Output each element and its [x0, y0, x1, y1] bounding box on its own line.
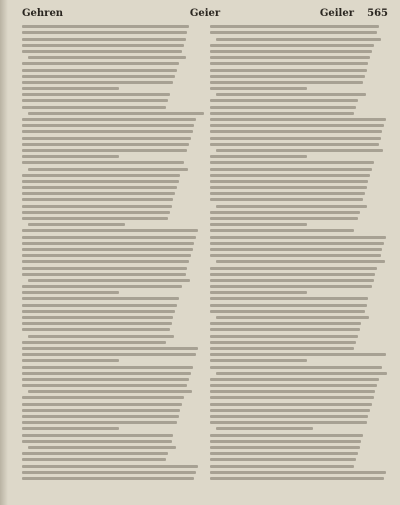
text-line-placeholder [210, 112, 354, 115]
running-head-left: Gehren [22, 8, 64, 19]
text-line-placeholder [210, 69, 367, 72]
text-line-placeholder [22, 62, 179, 65]
text-line-placeholder [22, 130, 193, 133]
text-line-placeholder [210, 192, 365, 195]
text-line-placeholder [210, 248, 382, 251]
text-line-placeholder [210, 217, 358, 220]
text-line-placeholder [210, 310, 365, 313]
text-line-placeholder [22, 304, 177, 307]
text-line-placeholder [210, 44, 374, 47]
text-line-placeholder [210, 273, 375, 276]
text-line-placeholder [22, 143, 189, 146]
text-line-placeholder [210, 236, 386, 239]
text-line-placeholder [22, 273, 186, 276]
text-line-placeholder [216, 205, 367, 208]
text-line-placeholder [22, 99, 168, 102]
text-line-placeholder [210, 421, 367, 424]
text-line-placeholder [210, 99, 358, 102]
text-line-placeholder [22, 260, 189, 263]
text-line-placeholder [22, 50, 182, 53]
page-binding-edge [0, 0, 8, 505]
text-line-placeholder [22, 359, 119, 362]
text-line-placeholder [22, 465, 198, 468]
text-line-placeholder [22, 248, 193, 251]
text-line-placeholder [210, 353, 386, 356]
text-line-placeholder [22, 118, 196, 121]
text-line-placeholder [28, 223, 125, 226]
text-line-placeholder [22, 341, 166, 344]
text-line-placeholder [210, 390, 375, 393]
text-line-placeholder [22, 217, 168, 220]
text-line-placeholder [210, 211, 360, 214]
text-line-placeholder [216, 427, 313, 430]
text-line-placeholder [22, 477, 194, 480]
text-line-placeholder [22, 372, 191, 375]
text-line-placeholder [22, 316, 173, 319]
text-line-placeholder [210, 458, 356, 461]
text-line-placeholder [22, 87, 119, 90]
text-line-placeholder [22, 25, 189, 28]
text-line-placeholder [210, 143, 379, 146]
text-column-left [22, 22, 198, 501]
text-line-placeholder [210, 452, 358, 455]
text-line-placeholder [210, 254, 381, 257]
text-line-placeholder [22, 353, 196, 356]
text-line-placeholder [210, 242, 384, 245]
text-line-placeholder [22, 155, 119, 158]
text-line-placeholder [210, 180, 368, 183]
text-line-placeholder [210, 229, 354, 232]
text-line-placeholder [28, 56, 186, 59]
text-line-placeholder [22, 81, 173, 84]
text-line-placeholder [210, 347, 354, 350]
text-line-placeholder [210, 359, 307, 362]
text-line-placeholder [210, 174, 370, 177]
text-line-placeholder [22, 180, 179, 183]
text-line-placeholder [28, 335, 174, 338]
text-line-placeholder [22, 229, 198, 232]
text-line-placeholder [216, 38, 381, 41]
text-line-placeholder [210, 366, 382, 369]
text-line-placeholder [22, 93, 170, 96]
text-line-placeholder [210, 335, 358, 338]
text-line-placeholder [22, 236, 196, 239]
text-line-placeholder [210, 396, 374, 399]
text-line-placeholder [210, 471, 386, 474]
text-line-placeholder [22, 124, 194, 127]
text-line-placeholder [22, 384, 187, 387]
text-line-placeholder [22, 458, 166, 461]
text-line-placeholder [22, 421, 177, 424]
text-line-placeholder [210, 409, 370, 412]
text-line-placeholder [22, 69, 177, 72]
text-line-placeholder [216, 316, 369, 319]
text-line-placeholder [210, 403, 372, 406]
text-line-placeholder [22, 297, 179, 300]
text-line-placeholder [210, 267, 377, 270]
text-line-placeholder [22, 322, 172, 325]
text-line-placeholder [210, 130, 382, 133]
text-line-placeholder [210, 81, 363, 84]
text-line-placeholder [22, 378, 189, 381]
text-line-placeholder [210, 434, 363, 437]
running-header [22, 6, 388, 22]
text-line-placeholder [22, 366, 193, 369]
text-line-placeholder [210, 291, 307, 294]
text-line-placeholder [210, 440, 361, 443]
text-line-placeholder [210, 124, 384, 127]
text-line-placeholder [216, 93, 366, 96]
text-line-placeholder [22, 106, 166, 109]
text-line-placeholder [22, 396, 184, 399]
text-line-placeholder [22, 149, 187, 152]
text-line-placeholder [22, 192, 175, 195]
text-line-placeholder [210, 378, 379, 381]
text-line-placeholder [22, 137, 191, 140]
text-line-placeholder [22, 415, 179, 418]
text-line-placeholder [28, 168, 188, 171]
text-line-placeholder [210, 322, 361, 325]
text-line-placeholder [22, 409, 180, 412]
text-line-placeholder [22, 310, 175, 313]
text-line-placeholder [210, 31, 377, 34]
text-line-placeholder [216, 260, 385, 263]
text-line-placeholder [210, 137, 381, 140]
text-line-placeholder [210, 384, 377, 387]
text-line-placeholder [210, 56, 370, 59]
text-line-placeholder [22, 267, 187, 270]
text-line-placeholder [210, 297, 368, 300]
text-line-placeholder [22, 44, 184, 47]
text-line-placeholder [210, 446, 360, 449]
text-line-placeholder [28, 279, 190, 282]
text-line-placeholder [210, 198, 363, 201]
text-line-placeholder [22, 254, 191, 257]
text-line-placeholder [210, 87, 307, 90]
text-line-placeholder [210, 161, 374, 164]
page-number: 565 [367, 8, 388, 19]
text-line-placeholder [210, 477, 384, 480]
text-line-placeholder [210, 62, 368, 65]
running-head-right: Geiler [319, 8, 354, 19]
text-line-placeholder [210, 186, 367, 189]
text-line-placeholder [22, 434, 173, 437]
text-line-placeholder [22, 242, 194, 245]
text-line-placeholder [22, 440, 172, 443]
text-line-placeholder [22, 452, 168, 455]
text-line-placeholder [22, 186, 177, 189]
text-line-placeholder [210, 328, 360, 331]
text-line-placeholder [210, 279, 374, 282]
text-line-placeholder [28, 446, 176, 449]
text-line-placeholder [22, 347, 198, 350]
text-line-placeholder [210, 223, 307, 226]
text-line-placeholder [22, 75, 175, 78]
text-line-placeholder [210, 75, 365, 78]
text-line-placeholder [210, 285, 372, 288]
running-head-center: Geier [189, 8, 221, 19]
text-line-placeholder [210, 106, 356, 109]
text-line-placeholder [22, 161, 184, 164]
text-line-placeholder [22, 427, 119, 430]
text-line-placeholder [22, 211, 170, 214]
text-line-placeholder [210, 415, 368, 418]
text-line-placeholder [22, 31, 187, 34]
text-line-placeholder [210, 304, 367, 307]
text-line-placeholder [22, 471, 196, 474]
text-column-right [210, 22, 386, 501]
text-line-placeholder [210, 118, 386, 121]
text-line-placeholder [216, 372, 387, 375]
text-line-placeholder [22, 38, 186, 41]
text-line-placeholder [22, 174, 180, 177]
text-line-placeholder [22, 205, 172, 208]
text-line-placeholder [210, 341, 356, 344]
text-line-placeholder [22, 198, 173, 201]
text-line-placeholder [210, 168, 372, 171]
text-line-placeholder [22, 291, 119, 294]
text-line-placeholder [22, 403, 182, 406]
text-line-placeholder [22, 328, 170, 331]
text-line-placeholder [210, 50, 372, 53]
text-line-placeholder [22, 285, 182, 288]
text-line-placeholder [216, 149, 383, 152]
text-line-placeholder [210, 155, 307, 158]
text-line-placeholder [28, 390, 192, 393]
text-line-placeholder [210, 465, 354, 468]
text-line-placeholder [210, 25, 379, 28]
text-line-placeholder [28, 112, 204, 115]
